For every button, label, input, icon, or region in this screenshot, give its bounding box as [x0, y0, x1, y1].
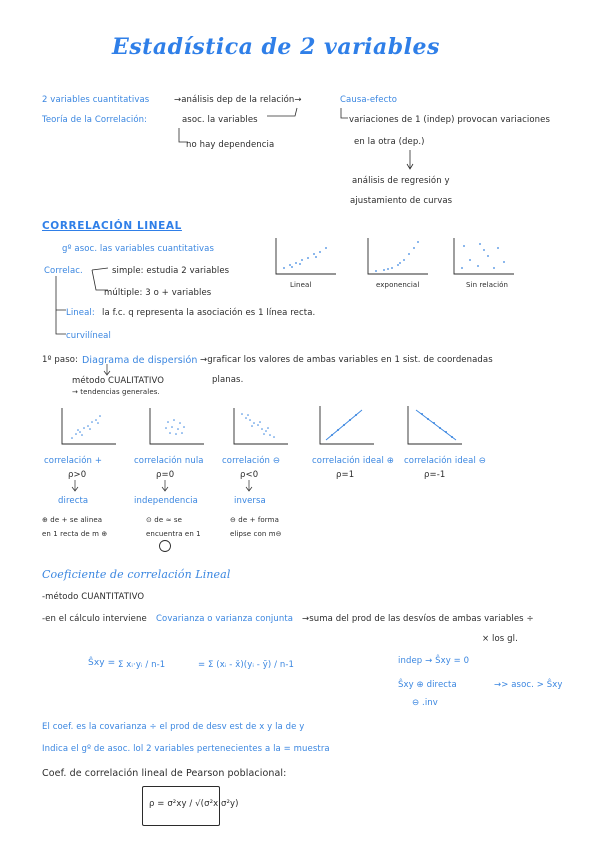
ideal-positive-correlation-sketch [316, 404, 376, 448]
coef-line-1a: -en el cálculo interviene [42, 614, 147, 624]
rho-formula-box [142, 786, 239, 826]
paso-diagrama: Diagrama de dispersión [82, 355, 198, 366]
teoria-label: Teoría de la Correlación: [42, 115, 148, 125]
sxy-positive-formula: Ŝxy ⊕ directa [398, 680, 457, 690]
type-rho: ρ=1 [336, 470, 355, 480]
paso-rest: →graficar los valores de ambas variables en 1 sist. de coordenadas [200, 355, 493, 365]
teoria-text: asoc. la variables [182, 115, 258, 125]
correlacion-line-5: curvilíneal [66, 331, 111, 341]
section-heading-correlacion: CORRELACIÓN LINEAL [42, 220, 182, 232]
type-name: correlación nula [134, 456, 204, 466]
down-arrow-icon [244, 480, 254, 494]
correlacion-line-2b: simple: estudia 2 variables [112, 266, 230, 276]
caption-lineal: Lineal [290, 281, 312, 289]
type-rho: ρ=0 [156, 470, 175, 480]
intro-right-3: análisis de regresión y [352, 176, 450, 186]
negative-correlation-sketch [230, 406, 290, 448]
correlacion-line-2a: Correlac. [44, 266, 83, 276]
intro-right-4: ajustamiento de curvas [350, 196, 453, 206]
positive-correlation-sketch [58, 406, 118, 448]
linear-scatter-sketch [272, 236, 338, 278]
coef-metodo: -método CUANTITATIVO [42, 592, 145, 602]
type-name: correlación ideal ⊖ [404, 456, 486, 466]
type-desc: inversa [234, 496, 266, 506]
exponential-scatter-sketch [364, 236, 430, 278]
branch-arrow-icon [176, 128, 190, 146]
type-note: ⊙ de ≈ se [146, 516, 183, 524]
type-desc: directa [58, 496, 89, 506]
type-note: encuentra en 1 [146, 530, 201, 538]
caption-sin-relacion: Sin relación [466, 281, 509, 289]
correlacion-line-1: gº asoc. las variables cuantitativas [62, 244, 214, 254]
inv-formula: ⊖ .inv [412, 698, 438, 708]
correlacion-line-3: múltiple: 3 o + variables [104, 288, 212, 298]
arrow-icon [265, 106, 305, 124]
paso-label: 1º paso: [42, 355, 79, 365]
formula-rhs: = Σ (xᵢ - x̄)(yᵢ - ȳ) / n-1 [198, 660, 294, 670]
asoc-formula: →> asoc. > Ŝxy [494, 680, 563, 690]
no-relation-scatter-sketch [450, 236, 516, 278]
type-name: correlación ideal ⊕ [312, 456, 394, 466]
type-rho: ρ<0 [240, 470, 259, 480]
type-note: elipse con m⊖ [230, 530, 282, 538]
paso-planas: planas. [212, 375, 244, 385]
coef-line-cov: El coef. es la covarianza ÷ el prod de desv est de x y la de y [42, 722, 305, 732]
paso-metodo-sub: → tendencias generales. [72, 388, 160, 396]
formula-mid: Σ xᵢ·yᵢ / n-1 [118, 660, 166, 670]
correlacion-line-4b: la f.c. q representa la asociación es 1 línea recta. [102, 308, 316, 318]
type-name: correlación ⊖ [222, 456, 281, 466]
intro-line1-a: 2 variables cuantitativas [42, 95, 150, 105]
down-arrow-icon [405, 150, 415, 172]
coef-line-1d: × los gl. [482, 634, 518, 644]
type-rho: ρ>0 [68, 470, 87, 480]
intro-right-2: en la otra (dep.) [354, 137, 425, 147]
type-name: correlación + [44, 456, 103, 466]
page-title: Estadística de 2 variables [112, 34, 440, 60]
intro-right-1: variaciones de 1 (indep) provocan variaciones [349, 115, 551, 125]
down-arrow-icon [160, 480, 170, 494]
null-correlation-sketch [146, 406, 206, 448]
ideal-negative-correlation-sketch [404, 404, 464, 448]
intro-line1-b: →análisis dep de la relación→ [174, 95, 302, 105]
rho-formula: ρ = σ²xy / √(σ²x·σ²y) [149, 799, 239, 809]
no-dependencia-text: no hay dependencia [186, 140, 275, 150]
type-rho: ρ=-1 [424, 470, 446, 480]
coef-line-1b: Covarianza o varianza conjunta [156, 614, 294, 624]
intro-line1-c: Causa-efecto [340, 95, 398, 105]
caption-exponencial: exponencial [376, 281, 420, 289]
formula-lhs: Ŝxy = [88, 658, 116, 668]
coef-line-ind: Indica el gº de asoc. lol 2 variables pertenecientes a la = muestra [42, 744, 330, 754]
paso-metodo: método CUALITATIVO [72, 376, 165, 386]
coef-line-1c: →suma del prod de las desvíos de ambas variables ÷ [302, 614, 534, 624]
type-note: en 1 recta de m ⊕ [42, 530, 108, 538]
section-heading-coeficiente: Coeficiente de correlación Lineal [42, 568, 231, 581]
down-arrow-icon [70, 480, 80, 494]
coef-line-pearson: Coef. de correlación lineal de Pearson poblacional: [42, 768, 287, 779]
type-note: ⊕ de + se alinea [42, 516, 103, 524]
circle-icon [158, 539, 172, 553]
indep-formula: indep → Ŝxy = 0 [398, 656, 470, 666]
type-desc: independencia [134, 496, 198, 506]
type-note: ⊖ de + forma [230, 516, 279, 524]
correlacion-line-4a: Lineal: [66, 308, 95, 318]
